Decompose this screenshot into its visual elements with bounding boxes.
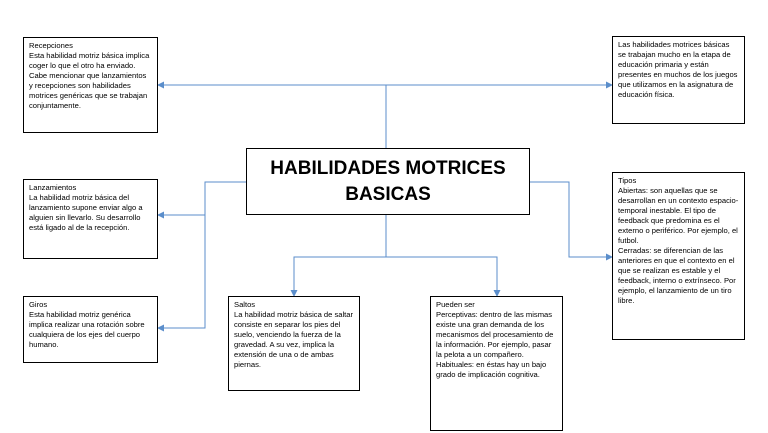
node-pueden-ser: Pueden ser Perceptivas: dentro de las mismas existe una gran demanda de los mecanismos del procesamiento de la información. Por ejemplo, pasar la pelota a un compañero. Habituales: en éstas hay un bajo grado de implicación cognitiva.	[430, 296, 563, 431]
connector-tipos	[530, 182, 612, 257]
connector-saltos	[294, 215, 386, 296]
connector-recepciones	[158, 85, 386, 148]
connector-lanzamientos	[158, 182, 246, 215]
connector-giros	[158, 182, 205, 328]
node-tipos: Tipos Abiertas: son aquellas que se desarrollan en un contexto espacio-temporal inestable. El tipo de feedback que predomina es el externo o periférico. Por ejemplo, el futbol. Cerradas: se diferencian de las anteriores en que el contexto en el que se realizan es estable y el feedback, interno o extrínseco. Por ejemplo, el lanzamiento de un tiro libre.	[612, 172, 745, 340]
node-recepciones: Recepciones Esta habilidad motriz básica implica coger lo que el otro ha enviado. Cabe mencionar que lanzamientos y recepciones son habilidades motrices genéricas que se trabajan conjuntamente.	[23, 37, 158, 133]
central-topic: HABILIDADES MOTRICES BASICAS	[246, 148, 530, 215]
connector-pueden-ser	[386, 257, 497, 296]
node-intro: Las habilidades motrices básicas se trabajan mucho en la etapa de educación primaria y están presentes en muchos de los juegos que utilizamos en la asignatura de educación física.	[612, 36, 745, 124]
node-saltos: Saltos La habilidad motriz básica de saltar consiste en separar los pies del suelo, venciendo la fuerza de la gravedad. A su vez, implica la extensión de una o de ambas piernas.	[228, 296, 360, 391]
node-lanzamientos: Lanzamientos La habilidad motriz básica del lanzamiento supone enviar algo a alguien sin llevarlo. Su desarrollo está ligado al de la recepción.	[23, 179, 158, 259]
node-giros: Giros Esta habilidad motriz genérica implica realizar una rotación sobre cualquiera de los ejes del cuerpo humano.	[23, 296, 158, 363]
